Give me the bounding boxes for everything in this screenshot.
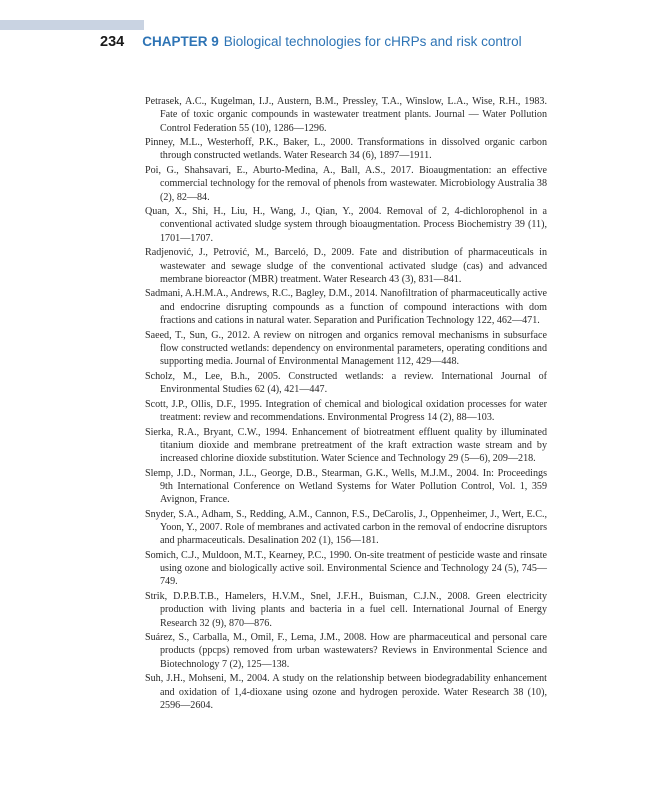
reference-entry: Petrasek, A.C., Kugelman, I.J., Austern, B.M., Pressley, T.A., Winslow, L.A., Wise, R.H., 1983. Fate of toxic organic compounds in wastewater treatment plants. Journal — Water Pollution Control Federation 55 (10), 1286—1296.: [145, 96, 547, 134]
reference-entry: Sierka, R.A., Bryant, C.W., 1994. Enhancement of biotreatment effluent quality by illuminated titanium dioxide and membrane pretreatment of the kraft extraction waste stream and by increased chlorine dioxide substitution. Water Science and Technology 29 (5—6), 209—218.: [145, 426, 547, 465]
page-number: 234: [100, 34, 125, 50]
reference-entry: Somich, C.J., Muldoon, M.T., Kearney, P.C., 1990. On-site treatment of pesticide waste and rinsate using ozone and biologically active soil. Environmental Science and Technology 24 (5), 745—749.: [145, 549, 547, 588]
reference-entry: Suárez, S., Carballa, M., Omil, F., Lema, J.M., 2008. How are pharmaceutical and personal care products (ppcps) removed from urban wastewaters? Reviews in Environmental Science and Biotechnology 7 (2), 125—138.: [145, 632, 547, 670]
reference-entry: Scholz, M., Lee, B.h., 2005. Constructed wetlands: a review. International Journal of Environmental Studies 62 (4), 421—447.: [145, 370, 547, 395]
reference-entry: Poi, G., Shahsavari, E., Aburto-Medina, A., Ball, A.S., 2017. Bioaugmentation: an effective commercial technology for the removal of phenols from wastewater. Microbiology Australia 38 (2), 82—84.: [145, 165, 547, 203]
reference-entry: Strik, D.P.B.T.B., Hamelers, H.V.M., Snel, J.F.H., Buisman, C.J.N., 2008. Green electricity production with living plants and bacteria in a fuel cell. International Journal of Energy Research 32 (9), 870—876.: [145, 591, 547, 629]
reference-entry: Sadmani, A.H.M.A., Andrews, R.C., Bagley, D.M., 2014. Nanofiltration of pharmaceutically active and endocrine disrupting compounds as a function of compound interactions with dom fractions and cations in natural water. Separation and Purification Technology 122, 462—471.: [145, 288, 547, 326]
running-header: [100, 34, 522, 54]
reference-entry: Suh, J.H., Mohseni, M., 2004. A study on the relationship between biodegradability enhancement and oxidation of 1,4-dioxane using ozone and hydrogen peroxide. Water Research 38 (10), 2596—2604.: [145, 673, 547, 711]
reference-entry: Snyder, S.A., Adham, S., Redding, A.M., Cannon, F.S., DeCarolis, J., Oppenheimer, J., Wert, E.C., Yoon, Y., 2007. Role of membranes and activated carbon in the removal of endocrine disruptors and pharmaceuticals. Desalination 202 (1), 156—181.: [145, 508, 547, 547]
reference-entry: Quan, X., Shi, H., Liu, H., Wang, J., Qian, Y., 2004. Removal of 2, 4-dichlorophenol in a conventional activated sludge system through bioaugmentation. Process Biochemistry 39 (11), 1701—1707.: [145, 206, 547, 244]
chapter-label: CHAPTER 9: [142, 34, 219, 49]
reference-entry: Slemp, J.D., Norman, J.L., George, D.B., Stearman, G.K., Wells, M.J.M., 2004. In: Proceedings 9th International Conference on Wetland Systems for Water Pollution Control, Vol. 1, 359 Avignon, France.: [145, 467, 547, 506]
reference-entry: Scott, J.P., Ollis, D.F., 1995. Integration of chemical and biological oxidation processes for water treatment: review and recommendations. Environmental Progress 14 (2), 88—103.: [145, 398, 547, 423]
reference-entry: Saeed, T., Sun, G., 2012. A review on nitrogen and organics removal mechanisms in subsurface flow constructed wetlands: dependency on environmental parameters, operating conditions and supporting media. Journal of Environmental Management 112, 429—448.: [145, 329, 547, 368]
reference-entry: Radjenović, J., Petrović, M., Barceló, D., 2009. Fate and distribution of pharmaceuticals in wastewater and sewage sludge of the conventional activated sludge (cas) and advanced membrane bioreactor (MBR) treatment. Water Research 43 (3), 831—841.: [145, 247, 547, 285]
reference-list: [145, 95, 547, 714]
header-accent-bar: [0, 20, 144, 30]
chapter-title: Biological technologies for cHRPs and risk control: [223, 34, 522, 49]
reference-entry: Pinney, M.L., Westerhoff, P.K., Baker, L., 2000. Transformations in dissolved organic carbon through constructed wetlands. Water Research 34 (6), 1897—1911.: [145, 137, 547, 162]
